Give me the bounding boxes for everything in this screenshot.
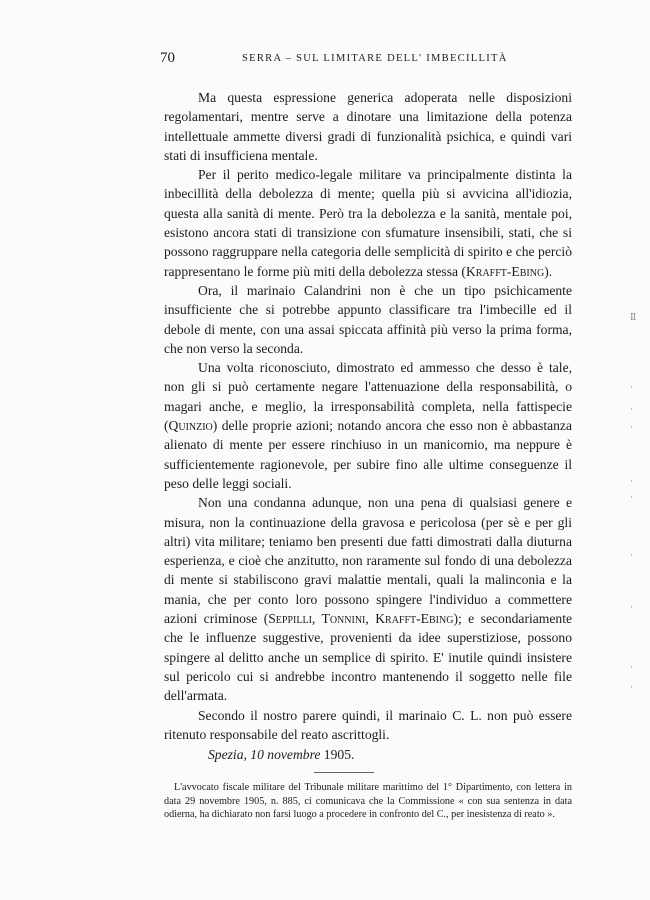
paragraph: Per il perito medico-legale militare va principalmente distinta la inbecillità della debolezza di mente; quella più si avvicina all'idiozia, questa alla sanità di mente. Però tra la debolezza e la sanità, mentale poi, esistono ancora stati di transizione con sfumature insensibili, stati, che si possono raggruppare nella categoria delle semplicità di spirito e che perciò rappresentano le forme più miti della debolezza stessa (Krafft-Ebing).: [164, 167, 572, 279]
signoff-date: 10 novembre: [250, 747, 321, 763]
citation-author: Seppilli, Tonnini, Krafft-Ebing: [268, 611, 454, 627]
footnote-divider: [314, 772, 374, 773]
margin-mark: ·: [630, 476, 633, 486]
footnote: L'avvocato fiscale militare del Tribunale militare marittimo del 1° Dipartimento, con lettera in data 29 novembre 1905, n. 885, ci comunicava che la Commissione « con sua sentenza in data odierna, ha dichiarato non farsi luogo a procedere in confronto del C., per inesistenza di reato ».: [164, 782, 572, 820]
margin-mark: ·: [630, 662, 633, 672]
signoff-place: Spezia: [208, 747, 244, 763]
page-number: 70: [160, 50, 175, 66]
citation-author: Krafft-Ebing: [465, 263, 545, 279]
scan-margin-artifacts: [630, 300, 650, 860]
signoff-date-line: Spezia, 10 novembre 1905.: [208, 747, 355, 763]
signoff-year: 1905.: [323, 747, 355, 763]
margin-mark: ·: [630, 492, 633, 502]
paragraph: Una volta riconosciuto, dimostrato ed ammesso che desso è tale, non gli si può certamente negare l'attenuazione della responsabilità, o magari anche, e meglio, la irresponsabilità completa, nella fattispecie (Quinzio) delle proprie azioni; notando ancora che esso non è abbastanza alienato di mente per essere rinchiuso in un manicomio, ma neppure è sufficientemente ragionevole, per subire fino alle ultime conseguenze il peso delle leggi sociali.: [164, 360, 572, 491]
paragraph: Secondo il nostro parere quindi, il marinaio C. L. non può essere ritenuto responsabile del reato ascrittogli.: [164, 707, 572, 742]
margin-mark: Ⅱ: [630, 312, 637, 322]
running-title: SERRA – SUL LIMITARE DELL' IMBECILLITÀ: [242, 53, 508, 64]
margin-mark: ·: [630, 382, 633, 392]
citation-author: Quinzio: [168, 418, 213, 434]
margin-mark: ·: [630, 602, 633, 612]
page-header: [160, 50, 580, 70]
margin-mark: ·: [630, 404, 633, 414]
margin-mark: ·: [630, 682, 633, 692]
paragraph: Ora, il marinaio Calandrini non è che un tipo psichicamente insufficiente che si potrebbe appunto classificare tra l'imbecille ed il debole di mente, con una assai spiccata affinità più verso la prima forma, che non verso la seconda.: [164, 282, 572, 356]
margin-mark: ·: [630, 550, 633, 560]
paragraph: Ma questa espressione generica adoperata nelle disposizioni regolamentari, mentre serve a dinotare una limitazione della potenza intellettuale ammette diversi gradi di funzionalità psichica, e quindi vari stati di insufficiena mentale.: [164, 90, 572, 163]
body-text: [164, 88, 572, 821]
paragraph: Non una condanna adunque, non una pena di qualsiasi genere e misura, non la continuazione della gravosa e pericolosa (per sè e per gli altri) vita militare; teniamo ben presenti due fatti dimostrati dalla diuturna esperienza, e cioè che anzitutto, non raramente sul fondo di una debolezza di mente si stabiliscono gravi malattie mentali, quali la malinconia e la mania, che per conto loro possono spingere l'individuo a commettere azioni criminose (Seppilli, Tonnini, Krafft-Ebing); e secondariamente che le influenze suggestive, provenienti da idee superstiziose, possono spingere al delitto anche un semplice di spirito. E' inutile quindi insistere sul pericolo cui si andrebbe incontro mantenendo il soggetto nelle file dell'armata.: [164, 495, 572, 704]
margin-mark: ·: [630, 422, 633, 432]
